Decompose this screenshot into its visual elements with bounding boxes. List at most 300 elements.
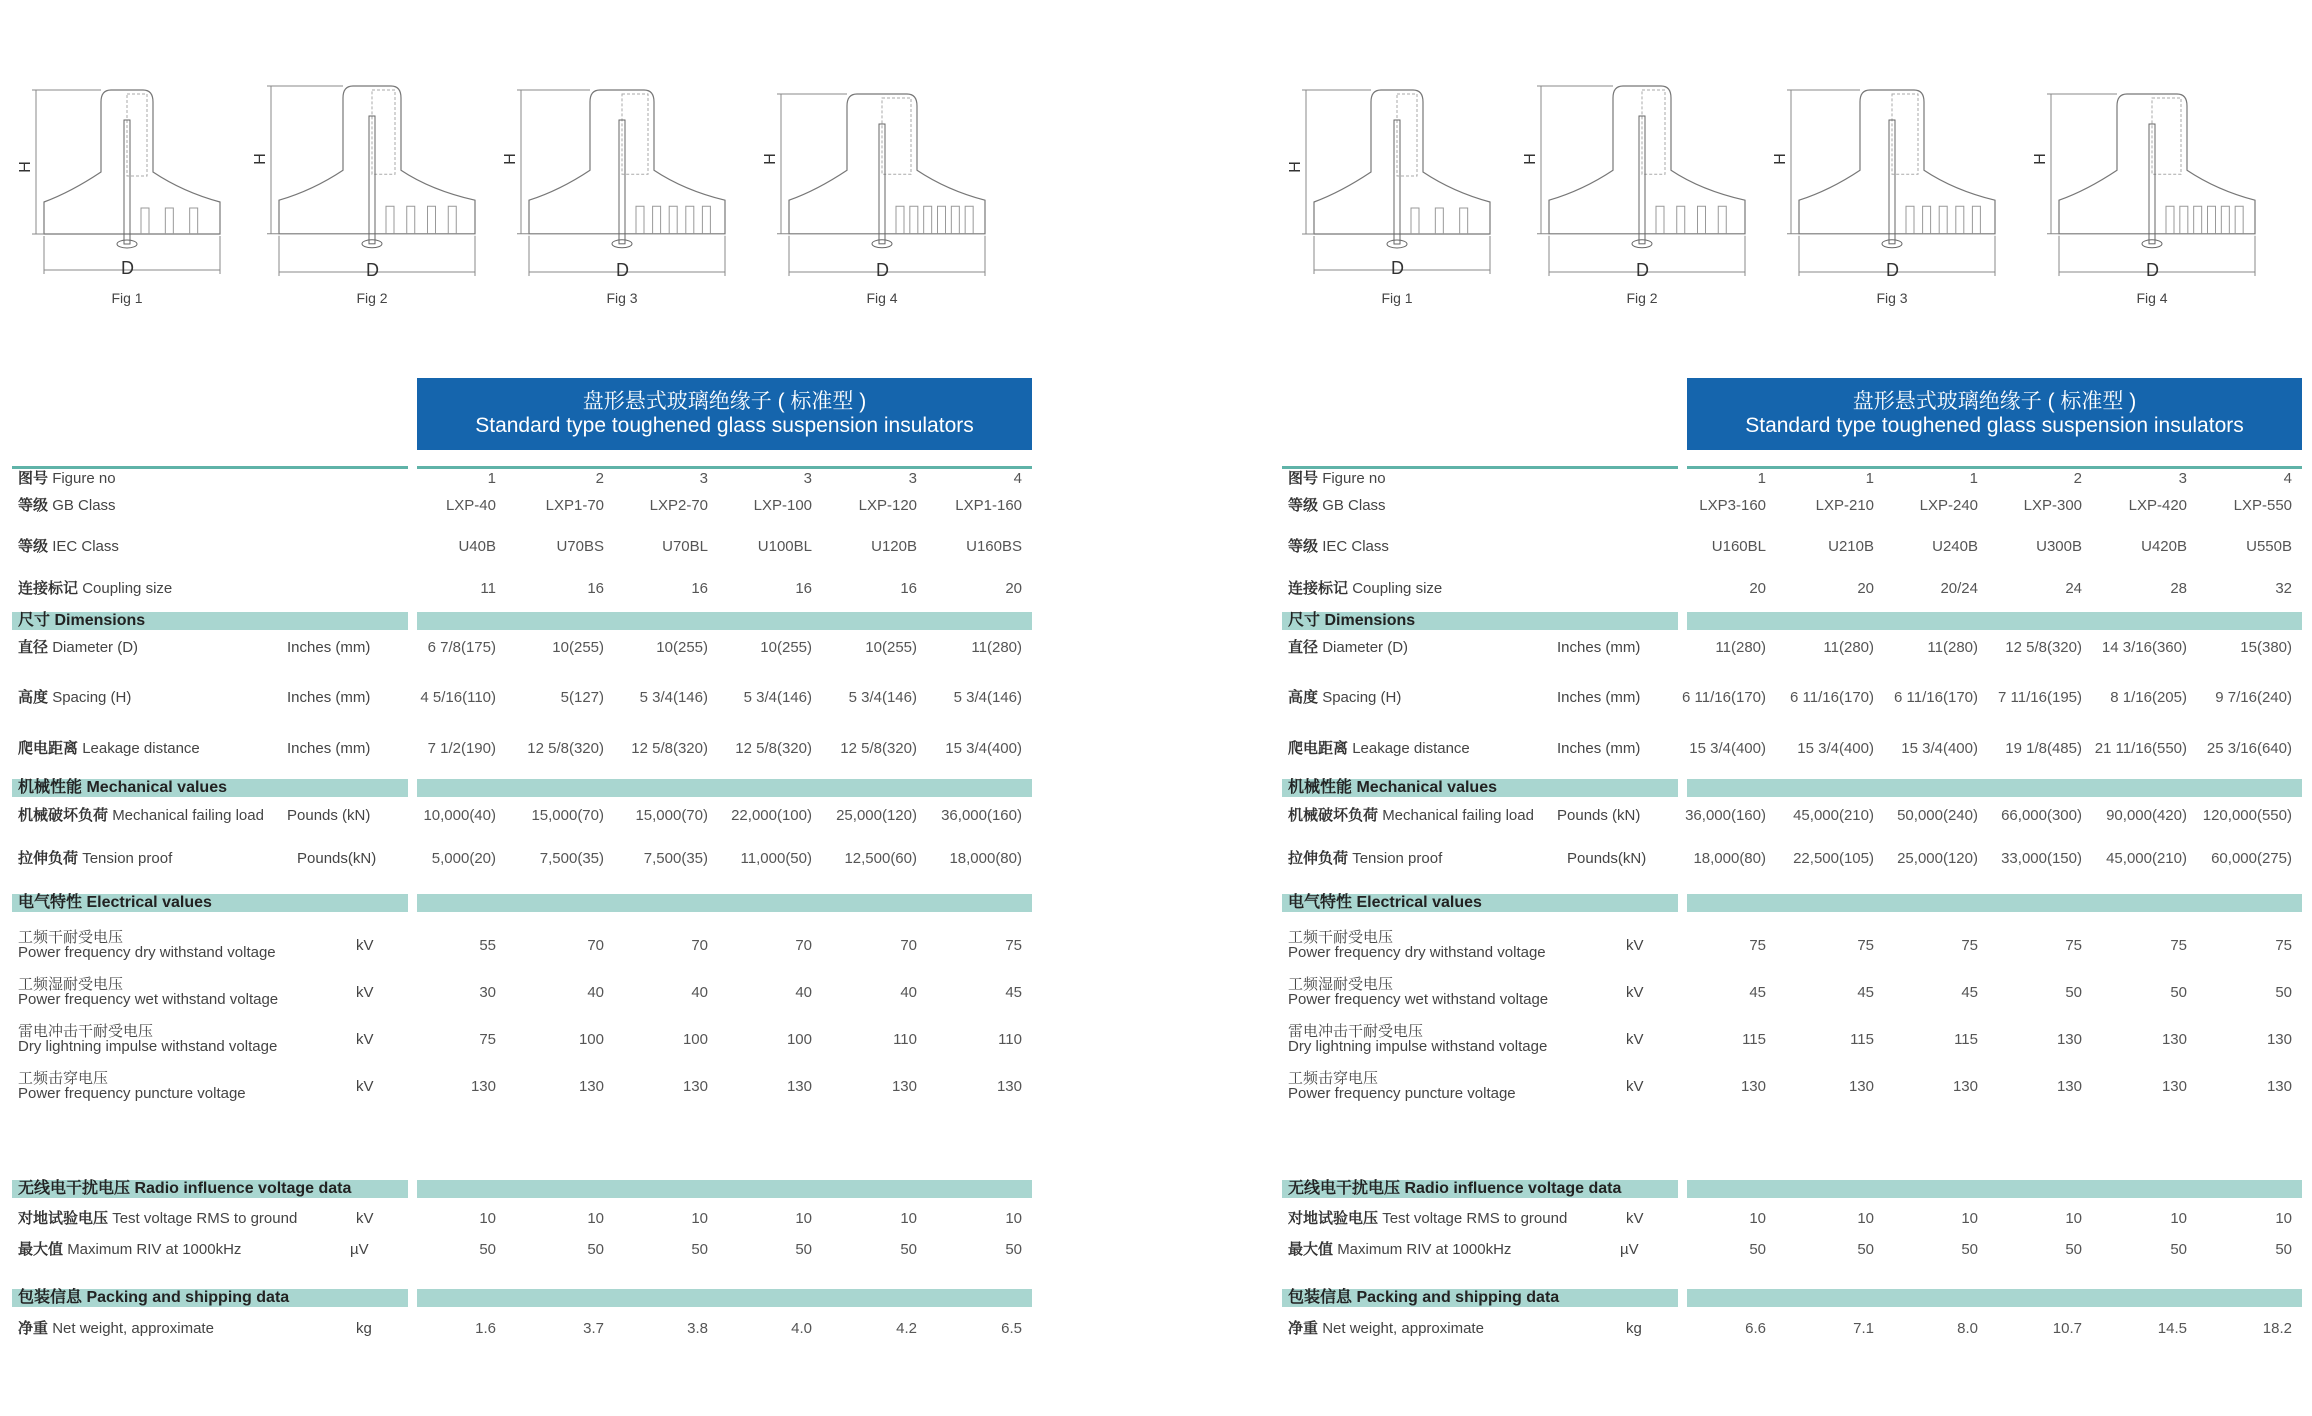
- spec-row-spacing: [1282, 688, 2312, 708]
- spec-value: LXP-120: [858, 497, 917, 514]
- table-title: [417, 378, 1032, 450]
- section-header-sec-dim: [1282, 612, 2312, 630]
- row-unit: Inches (mm): [287, 689, 371, 706]
- section-title-cn: 机械性能: [1288, 779, 1353, 796]
- spec-value: 3: [2178, 470, 2187, 487]
- title-english: Standard type toughened glass suspension insulators: [475, 414, 974, 437]
- spec-value: 100: [682, 1031, 708, 1048]
- spec-value: 15 3/4(400): [1797, 740, 1874, 757]
- spec-value: 60,000(275): [2211, 850, 2292, 867]
- section-header-sec-mech: [12, 779, 1042, 797]
- spec-row-impulse: [12, 1023, 1042, 1055]
- label-en: Mechanical failing load: [1382, 807, 1534, 824]
- spec-value: LXP1-160: [955, 497, 1022, 514]
- spec-value: 50: [691, 1241, 708, 1258]
- row-unit: Inches (mm): [1557, 740, 1641, 757]
- spec-row-dry: [12, 929, 1042, 961]
- diameter-label: D: [616, 260, 629, 280]
- figure-strip: [12, 60, 1042, 320]
- row-label: [18, 739, 200, 759]
- figure-caption: Fig 1: [1381, 290, 1413, 306]
- section-title-en: Electrical values: [86, 894, 212, 911]
- spec-value: 90,000(420): [2106, 807, 2187, 824]
- label-en: Power frequency dry withstand voltage: [18, 944, 276, 961]
- spec-value: 3.7: [583, 1320, 604, 1337]
- spec-value: 10(255): [656, 639, 708, 656]
- spec-value: 11(280): [1715, 639, 1766, 656]
- label-en: Test voltage RMS to ground: [1382, 1210, 1568, 1227]
- row-unit: Inches (mm): [287, 639, 371, 656]
- spec-value: 6 11/16(170): [1894, 689, 1978, 706]
- spec-row-coupling: [1282, 579, 2312, 599]
- label-cn: 工频击穿电压: [1288, 1070, 1379, 1087]
- spec-value: 50: [2170, 984, 2187, 1001]
- label-cn: 净重: [18, 1320, 49, 1337]
- spec-value: 11(280): [971, 639, 1022, 656]
- spec-value: 100: [578, 1031, 604, 1048]
- spec-value: 7 1/2(190): [427, 740, 496, 757]
- spec-value: 40: [795, 984, 812, 1001]
- spec-value: 16: [587, 580, 604, 597]
- spec-value: 12 5/8(320): [840, 740, 917, 757]
- section-bar: [1687, 894, 2302, 912]
- height-label: H: [1521, 153, 1539, 165]
- diameter-label: D: [366, 260, 379, 280]
- spec-value: 115: [1954, 1031, 1978, 1048]
- section-header-sec-radio: [1282, 1180, 2312, 1198]
- title-chinese: 盘形悬式玻璃绝缘子 ( 标准型 ): [1852, 390, 2137, 413]
- row-unit: Inches (mm): [287, 740, 371, 757]
- spec-value: 9 7/16(240): [2215, 689, 2292, 706]
- insulator-figure: [1286, 78, 1502, 278]
- spec-row-weight: [1282, 1319, 2312, 1339]
- spec-value: 16: [900, 580, 917, 597]
- section-title-en: Dimensions: [1324, 612, 1416, 629]
- spec-value: 10: [479, 1210, 496, 1227]
- spec-value: 130: [1848, 1078, 1874, 1095]
- spec-value: 130: [578, 1078, 604, 1095]
- spec-value: 5 3/4(146): [848, 689, 917, 706]
- spec-value: 1.6: [475, 1320, 496, 1337]
- spec-row-test-v: [12, 1209, 1042, 1229]
- label-cn: 连接标记: [18, 580, 79, 597]
- spec-row-failing: [1282, 806, 2312, 826]
- spec-value: LXP-300: [2023, 497, 2082, 514]
- insulator-figure: [1771, 70, 2007, 280]
- figure-caption: Fig 4: [2136, 290, 2168, 306]
- figure-caption: Fig 1: [111, 290, 143, 306]
- spec-row-gb-class: [1282, 496, 2312, 516]
- row-unit: kg: [356, 1320, 372, 1337]
- label-cn: 对地试验电压: [18, 1210, 109, 1227]
- spec-value: U70BS: [556, 538, 604, 555]
- section-title-en: Radio influence voltage data: [1404, 1180, 1622, 1197]
- row-label: [18, 930, 276, 960]
- spec-value: 130: [786, 1078, 812, 1095]
- label-cn: 等级: [1288, 538, 1319, 555]
- spec-value: 70: [587, 937, 604, 954]
- spec-value: 3: [803, 470, 812, 487]
- spec-value: LXP-210: [1815, 497, 1874, 514]
- spec-row-figure-no: [12, 469, 1042, 489]
- spec-value: 45: [1961, 984, 1978, 1001]
- label-en: Mechanical failing load: [112, 807, 264, 824]
- row-label: [1288, 496, 1386, 516]
- spec-row-weight: [12, 1319, 1042, 1339]
- row-unit: Pounds (kN): [1557, 807, 1641, 824]
- height-label: H: [251, 153, 269, 165]
- diameter-label: D: [2146, 260, 2159, 280]
- spec-value: 130: [1740, 1078, 1766, 1095]
- row-label: [18, 688, 131, 708]
- spec-value: 15 3/4(400): [945, 740, 1022, 757]
- row-unit: Pounds (kN): [287, 807, 371, 824]
- spec-value: 50: [479, 1241, 496, 1258]
- row-label: [1288, 849, 1442, 869]
- row-label: [1288, 1071, 1516, 1101]
- spec-value: 75: [2275, 937, 2292, 954]
- table-title: [1687, 378, 2302, 450]
- spec-row-test-v: [1282, 1209, 2312, 1229]
- label-en: Power frequency wet withstand voltage: [18, 991, 279, 1008]
- label-en: Leakage distance: [1352, 740, 1470, 757]
- spec-value: 6 7/8(175): [427, 639, 496, 656]
- label-cn: 工频干耐受电压: [1288, 929, 1394, 946]
- spec-value: U40B: [458, 538, 496, 555]
- spec-value: LXP-420: [2128, 497, 2187, 514]
- row-label: [18, 849, 172, 869]
- label-en: Dry lightning impulse withstand voltage: [1288, 1038, 1548, 1055]
- spec-row-iec-class: [12, 537, 1042, 557]
- row-unit: Inches (mm): [1557, 639, 1641, 656]
- label-cn: 等级: [1288, 497, 1319, 514]
- label-en: Diameter (D): [1322, 639, 1409, 656]
- spec-value: 25 3/16(640): [2206, 740, 2292, 757]
- label-en: Net weight, approximate: [1322, 1320, 1484, 1337]
- row-label: [18, 977, 278, 1007]
- section-title-cn: 包装信息: [18, 1289, 83, 1306]
- spec-row-tension: [12, 849, 1042, 869]
- spec-row-leakage: [1282, 739, 2312, 759]
- spec-value: 45: [1749, 984, 1766, 1001]
- spec-row-puncture: [12, 1070, 1042, 1102]
- spec-value: 25,000(120): [1897, 850, 1978, 867]
- label-cn: 等级: [18, 538, 49, 555]
- spec-value: 10: [587, 1210, 604, 1227]
- spec-value: 45,000(210): [1793, 807, 1874, 824]
- spec-value: 4 5/16(110): [420, 689, 496, 706]
- spec-value: 11(280): [1823, 639, 1874, 656]
- row-label: [1288, 930, 1546, 960]
- spec-value: 18.2: [2262, 1320, 2292, 1337]
- section-bar: [1687, 1289, 2302, 1307]
- label-en: Figure no: [1322, 470, 1386, 487]
- spec-value: 10,000(40): [423, 807, 496, 824]
- spec-row-dry: [1282, 929, 2312, 961]
- spec-value: 18,000(80): [949, 850, 1022, 867]
- spec-value: 50: [1749, 1241, 1766, 1258]
- spec-value: 10: [795, 1210, 812, 1227]
- spec-value: 70: [691, 937, 708, 954]
- section-title: [1288, 1289, 1559, 1307]
- spec-value: 12 5/8(320): [631, 740, 708, 757]
- section-title: [18, 894, 212, 912]
- spec-value: 7 11/16(195): [1998, 689, 2082, 706]
- label-cn: 图号: [18, 470, 49, 487]
- figure-caption: Fig 2: [1626, 290, 1658, 306]
- row-unit: kV: [1626, 1031, 1644, 1048]
- row-label: [1288, 977, 1548, 1007]
- row-unit: kV: [356, 937, 374, 954]
- spec-value: 10: [691, 1210, 708, 1227]
- section-header-sec-radio: [12, 1180, 1042, 1198]
- spec-value: 36,000(160): [941, 807, 1022, 824]
- section-header-sec-pack: [1282, 1289, 2312, 1307]
- spec-row-coupling: [12, 579, 1042, 599]
- spec-value: U240B: [1932, 538, 1978, 555]
- spec-value: 130: [682, 1078, 708, 1095]
- label-en: Tension proof: [82, 850, 173, 867]
- diameter-label: D: [876, 260, 889, 280]
- label-cn: 净重: [1288, 1320, 1319, 1337]
- label-cn: 工频击穿电压: [18, 1070, 109, 1087]
- row-label: [18, 1209, 297, 1229]
- row-label: [18, 638, 138, 658]
- spec-value: U160BS: [966, 538, 1022, 555]
- spec-value: 4.0: [791, 1320, 812, 1337]
- spec-value: 24: [2065, 580, 2082, 597]
- spec-value: 40: [587, 984, 604, 1001]
- section-bar: [417, 612, 1032, 630]
- insulator-figure: [501, 70, 737, 280]
- spec-value: 50,000(240): [1897, 807, 1978, 824]
- spec-value: 5 3/4(146): [639, 689, 708, 706]
- right-datasheet-panel: [1282, 0, 2312, 1416]
- spec-value: U120B: [871, 538, 917, 555]
- spec-value: 16: [795, 580, 812, 597]
- spec-value: 45: [1005, 984, 1022, 1001]
- label-cn: 机械破坏负荷: [18, 807, 109, 824]
- spec-value: 25,000(120): [836, 807, 917, 824]
- label-cn: 拉伸负荷: [18, 850, 79, 867]
- section-bar: [1687, 1180, 2302, 1198]
- label-en: Power frequency wet withstand voltage: [1288, 991, 1549, 1008]
- spec-row-failing: [12, 806, 1042, 826]
- spec-value: U100BL: [757, 538, 812, 555]
- spec-value: 66,000(300): [2001, 807, 2082, 824]
- spec-value: 7,500(35): [643, 850, 708, 867]
- spec-value: 50: [2275, 984, 2292, 1001]
- section-bar: [1687, 779, 2302, 797]
- height-label: H: [2031, 153, 2049, 165]
- spec-value: 10(255): [552, 639, 604, 656]
- spec-value: 11(280): [1927, 639, 1978, 656]
- spec-row-wet: [1282, 976, 2312, 1008]
- height-label: H: [1286, 161, 1304, 173]
- left-datasheet-panel: [12, 0, 1042, 1416]
- spec-value: 75: [2170, 937, 2187, 954]
- section-title: [1288, 894, 1482, 912]
- label-cn: 图号: [1288, 470, 1319, 487]
- spec-value: 4: [2283, 470, 2292, 487]
- spec-row-diameter: [12, 638, 1042, 658]
- label-cn: 对地试验电压: [1288, 1210, 1379, 1227]
- spec-value: 50: [2275, 1241, 2292, 1258]
- label-en: Diameter (D): [52, 639, 139, 656]
- label-cn: 高度: [18, 689, 49, 706]
- spec-value: 20: [1005, 580, 1022, 597]
- section-title-cn: 机械性能: [18, 779, 83, 796]
- row-label: [1288, 1209, 1567, 1229]
- spec-value: LXP-40: [445, 497, 496, 514]
- row-unit: kV: [356, 1031, 374, 1048]
- row-unit: kV: [356, 1210, 374, 1227]
- section-title: [18, 1289, 289, 1307]
- spec-value: 75: [2065, 937, 2082, 954]
- spec-value: 10: [1857, 1210, 1874, 1227]
- row-label: [18, 496, 116, 516]
- spec-value: 10: [2275, 1210, 2292, 1227]
- spec-value: 10: [900, 1210, 917, 1227]
- spec-value: 50: [2065, 984, 2082, 1001]
- spec-value: 3: [699, 470, 708, 487]
- spec-value: 10(255): [865, 639, 917, 656]
- spec-value: 28: [2170, 580, 2187, 597]
- spec-value: 130: [2266, 1078, 2292, 1095]
- label-cn: 拉伸负荷: [1288, 850, 1349, 867]
- label-cn: 雷电冲击干耐受电压: [18, 1023, 154, 1040]
- label-cn: 直径: [18, 639, 49, 656]
- row-unit: µV: [1620, 1241, 1639, 1258]
- label-cn: 工频湿耐受电压: [18, 976, 124, 993]
- spec-value: U70BL: [662, 538, 708, 555]
- spec-value: 50: [1005, 1241, 1022, 1258]
- label-cn: 爬电距离: [18, 740, 79, 757]
- label-en: Net weight, approximate: [52, 1320, 214, 1337]
- spec-value: 19 1/8(485): [2005, 740, 2082, 757]
- insulator-figure: [761, 70, 997, 280]
- spec-value: 115: [1742, 1031, 1766, 1048]
- row-label: [1288, 469, 1386, 489]
- spec-value: 5 3/4(146): [743, 689, 812, 706]
- spec-value: 11,000(50): [740, 850, 812, 867]
- diameter-label: D: [121, 258, 134, 278]
- spec-value: 12 5/8(320): [735, 740, 812, 757]
- section-title-cn: 无线电干扰电压: [18, 1180, 131, 1197]
- row-label: [1288, 1240, 1511, 1260]
- spec-value: 70: [795, 937, 812, 954]
- spec-value: 50: [900, 1241, 917, 1258]
- spec-value: 32: [2275, 580, 2292, 597]
- row-label: [1288, 688, 1401, 708]
- figure-caption: Fig 3: [1876, 290, 1908, 306]
- figure-caption: Fig 2: [356, 290, 388, 306]
- spec-row-diameter: [1282, 638, 2312, 658]
- row-unit: kV: [1626, 1078, 1644, 1095]
- spec-value: 130: [2056, 1078, 2082, 1095]
- section-bar: [417, 1289, 1032, 1307]
- spec-value: 33,000(150): [2001, 850, 2082, 867]
- spec-value: 7,500(35): [539, 850, 604, 867]
- section-title-cn: 电气特性: [1288, 894, 1353, 911]
- spec-row-riv: [1282, 1240, 2312, 1260]
- row-unit: kV: [356, 984, 374, 1001]
- section-title-en: Mechanical values: [86, 779, 227, 796]
- row-unit: kV: [356, 1078, 374, 1095]
- row-label: [18, 1071, 246, 1101]
- spec-value: 50: [1961, 1241, 1978, 1258]
- label-en: Dry lightning impulse withstand voltage: [18, 1038, 278, 1055]
- spec-value: 6.6: [1745, 1320, 1766, 1337]
- spec-value: 10: [1749, 1210, 1766, 1227]
- spec-value: 20/24: [1940, 580, 1978, 597]
- row-label: [18, 469, 116, 489]
- spec-value: 130: [996, 1078, 1022, 1095]
- diameter-label: D: [1636, 260, 1649, 280]
- row-unit: Pounds(kN): [297, 850, 377, 867]
- spec-value: 70: [900, 937, 917, 954]
- label-en: IEC Class: [1322, 538, 1389, 555]
- title-chinese: 盘形悬式玻璃绝缘子 ( 标准型 ): [582, 390, 867, 413]
- spec-value: 50: [1857, 1241, 1874, 1258]
- spec-value: U550B: [2246, 538, 2292, 555]
- section-title-en: Electrical values: [1356, 894, 1482, 911]
- figure-strip: [1282, 60, 2312, 320]
- row-label: [18, 1024, 277, 1054]
- spec-value: 3: [908, 470, 917, 487]
- spec-value: U210B: [1828, 538, 1874, 555]
- spec-value: 15,000(70): [531, 807, 604, 824]
- section-title-cn: 尺寸: [18, 612, 51, 629]
- row-label: [1288, 806, 1534, 826]
- section-title-en: Dimensions: [54, 612, 146, 629]
- spec-value: 6.5: [1001, 1320, 1022, 1337]
- spec-value: 120,000(550): [2202, 807, 2292, 824]
- spec-value: 2: [595, 470, 604, 487]
- row-label: [1288, 1024, 1547, 1054]
- section-title-en: Packing and shipping data: [1356, 1289, 1560, 1306]
- spec-value: 130: [891, 1078, 917, 1095]
- section-title-en: Packing and shipping data: [86, 1289, 290, 1306]
- row-unit: kV: [1626, 937, 1644, 954]
- spec-value: 1: [1865, 470, 1874, 487]
- label-cn: 工频湿耐受电压: [1288, 976, 1394, 993]
- row-unit: kV: [1626, 984, 1644, 1001]
- spec-value: 130: [2266, 1031, 2292, 1048]
- spec-value: 110: [893, 1031, 917, 1048]
- spec-row-iec-class: [1282, 537, 2312, 557]
- spec-value: 7.1: [1853, 1320, 1874, 1337]
- spec-value: 75: [1857, 937, 1874, 954]
- section-title-en: Mechanical values: [1356, 779, 1497, 796]
- figure-caption: Fig 4: [866, 290, 898, 306]
- insulator-figure: [1521, 70, 1757, 280]
- spec-value: 15(380): [2240, 639, 2292, 656]
- spec-value: 15,000(70): [635, 807, 708, 824]
- label-en: Spacing (H): [52, 689, 132, 706]
- spec-value: 75: [479, 1031, 496, 1048]
- label-en: Maximum RIV at 1000kHz: [67, 1241, 242, 1258]
- section-header-sec-mech: [1282, 779, 2312, 797]
- label-en: Tension proof: [1352, 850, 1443, 867]
- spec-value: 18,000(80): [1693, 850, 1766, 867]
- spec-value: 3.8: [687, 1320, 708, 1337]
- section-title-cn: 尺寸: [1288, 612, 1321, 629]
- label-cn: 等级: [18, 497, 49, 514]
- spec-value: U420B: [2141, 538, 2187, 555]
- label-cn: 连接标记: [1288, 580, 1349, 597]
- label-en: Maximum RIV at 1000kHz: [1337, 1241, 1512, 1258]
